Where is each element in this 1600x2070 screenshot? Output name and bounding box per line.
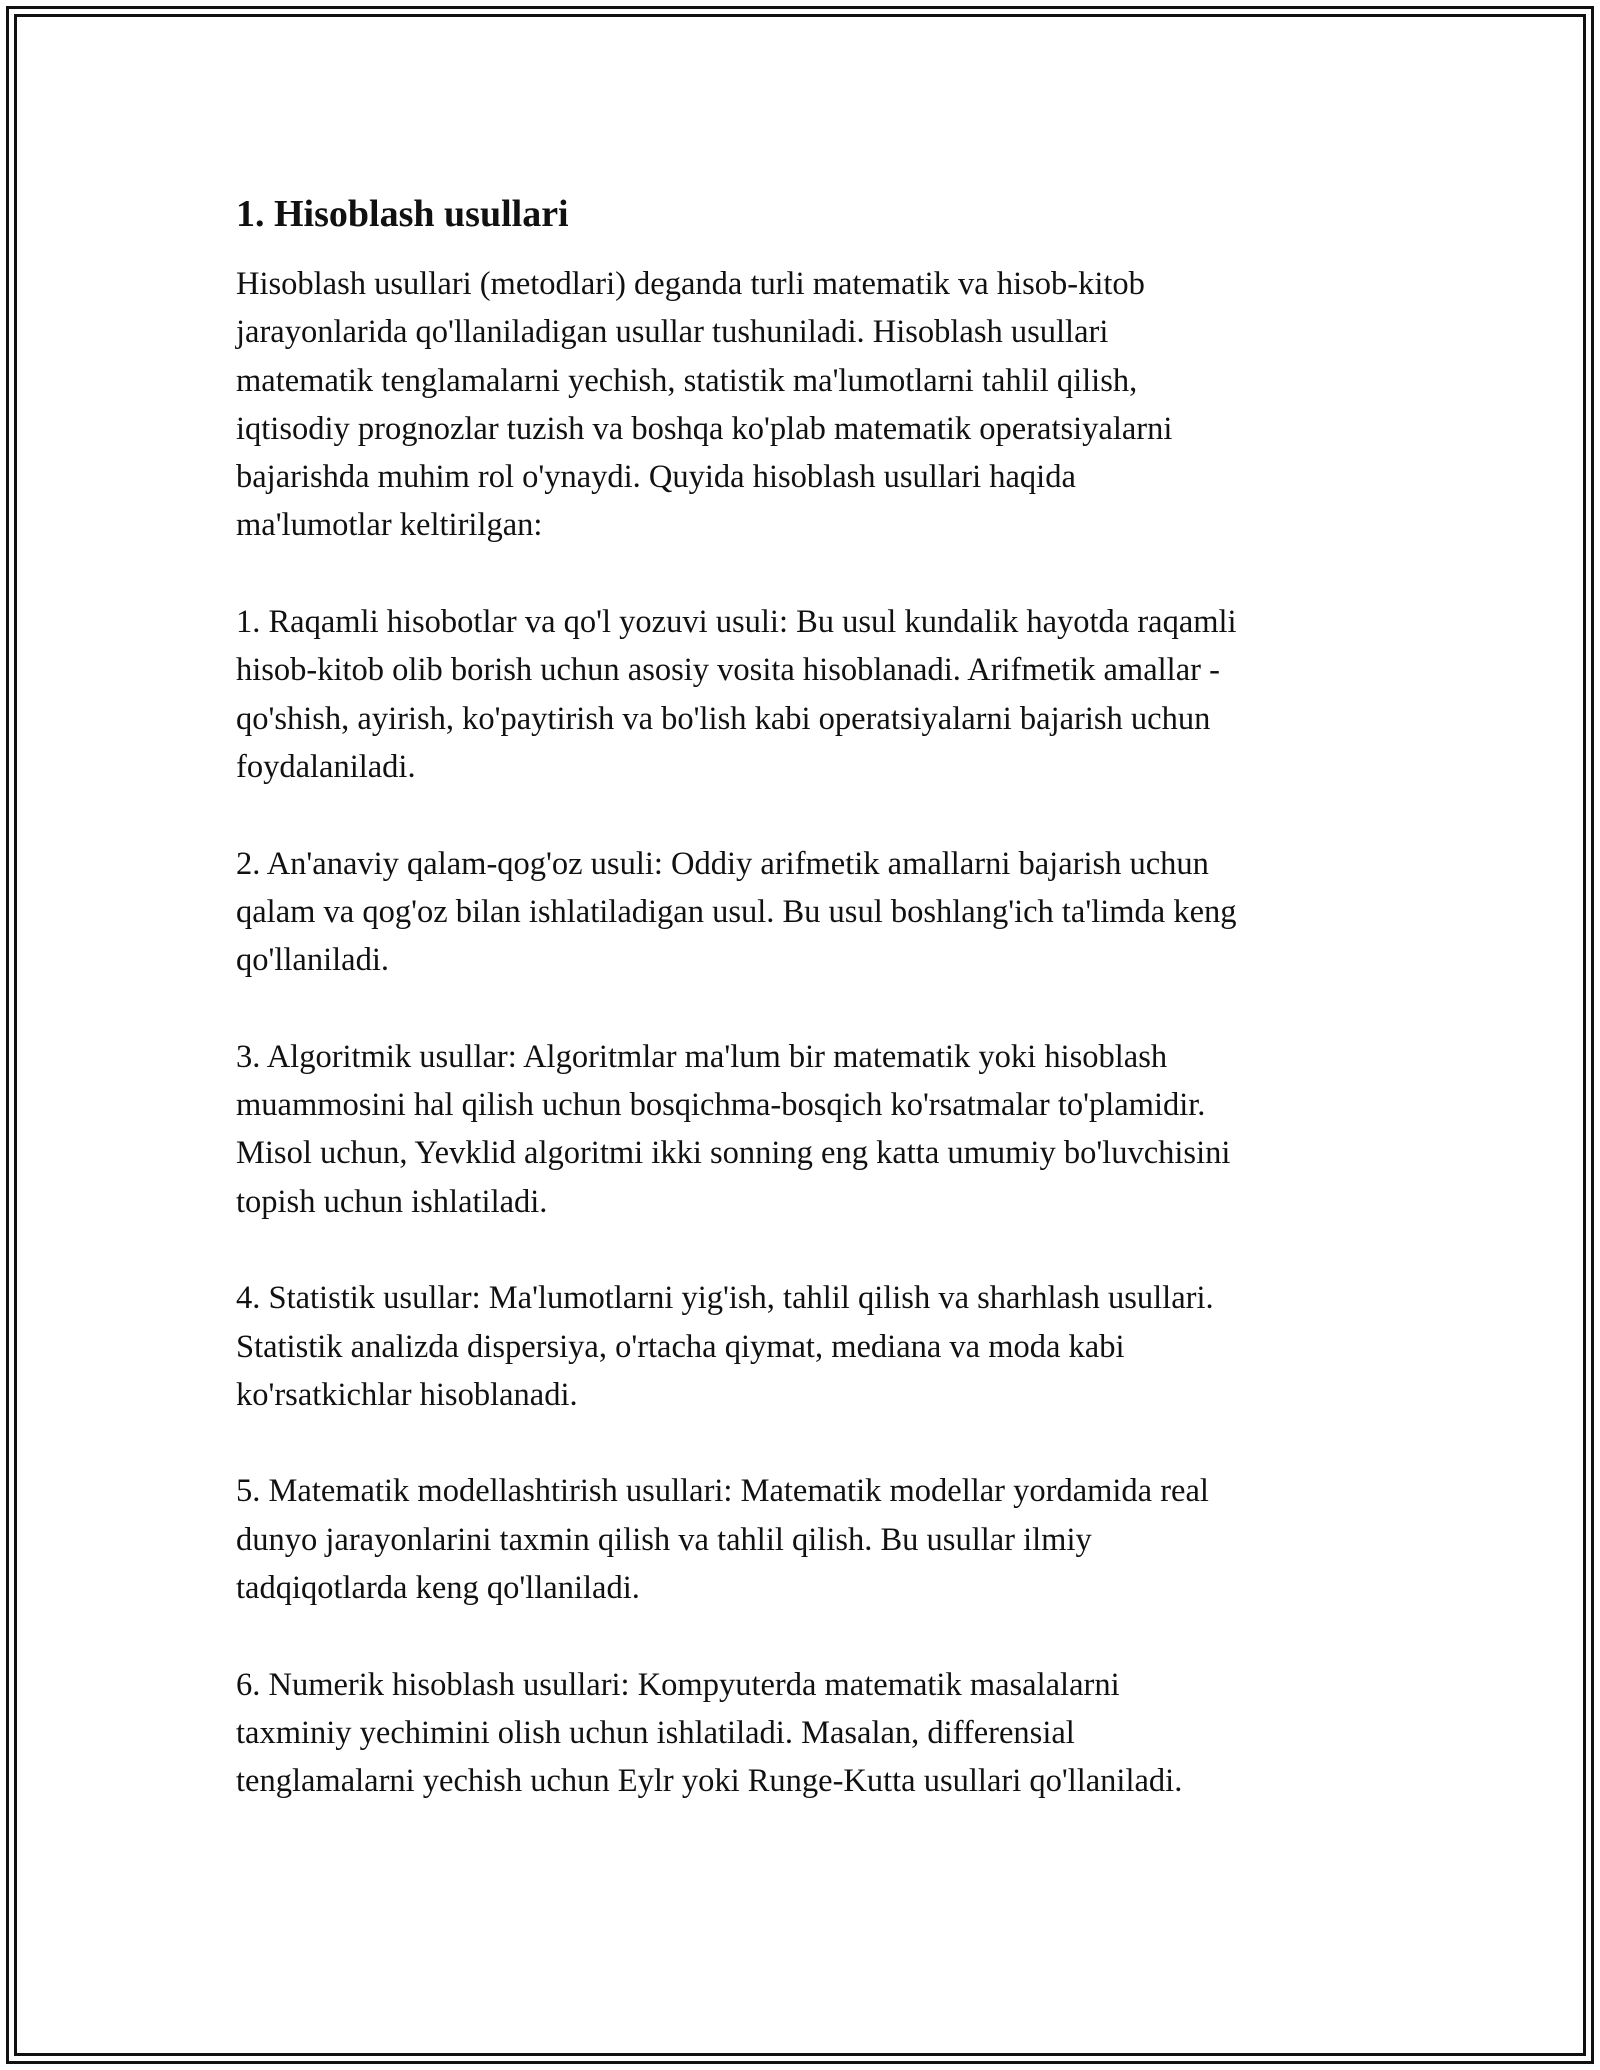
method-3-paragraph: 3. Algoritmik usullar: Algoritmlar ma'lum bir matematik yoki hisoblash muammosini hal qilish uchun bosqichma-bosqich ko'rsatmalar to'plamidir. Misol uchun, Yevklid algoritmi ikki sonning eng katta umumiy bo'luvchisini topish uchun ishlatiladi. [236,1038,1231,1220]
method-1-paragraph: 1. Raqamli hisobotlar va qo'l yozuvi usuli: Bu usul kundalik hayotda raqamli hisob-kitob olib borish uchun asosiy vosita hisoblanadi. Arifmetik amallar - qo'shish, ayirish, ko'paytirish va bo'lish kabi operatsiyalarni bajarish uchun foydalaniladi. [236,604,1237,785]
method-2-paragraph: 2. An'anaviy qalam-qog'oz usuli: Oddiy arifmetik amallarni bajarish uchun qalam va qog'oz bilan ishlatiladigan usul. Bu usul boshlang'ich ta'limda keng qo'llaniladi. [236,845,1237,979]
method-4-paragraph: 4. Statistik usullar: Ma'lumotlarni yig'ish, tahlil qilish va sharhlash usullari. Statistik analizda dispersiya, o'rtacha qiymat, mediana va moda kabi ko'rsatkichlar hisoblanadi. [236,1280,1214,1413]
document-body [236,190,1386,1854]
intro-paragraph: Hisoblash usullari (metodlari) deganda turli matematik va hisob-kitob jarayonlarida qo'llaniladigan usullar tushuniladi. Hisoblash usullari matematik tenglamalarni yechish, statistik ma'lumotlarni tahlil qilish, iqtisodiy prognozlar tuzish va boshqa ko'plab matematik operatsiyalarni bajarishda muhim rol o'ynaydi. Quyida hisoblash usullari haqida ma'lumotlar keltirilgan: [236,266,1173,544]
document-title: 1. Hisoblash usullari [236,193,569,235]
method-5-paragraph: 5. Matematik modellashtirish usullari: Matematik modellar yordamida real dunyo jarayonlarini taxmin qilish va tahlil qilish. Bu usullar ilmiy tadqiqotlarda keng qo'llaniladi. [236,1473,1209,1607]
method-6-paragraph: 6. Numerik hisoblash usullari: Kompyuterda matematik masalalarni taxminiy yechimini olish uchun ishlatiladi. Masalan, differensial tenglamalarni yechish uchun Eylr yoki Runge-Kutta usullari qo'llaniladi. [236,1666,1183,1800]
